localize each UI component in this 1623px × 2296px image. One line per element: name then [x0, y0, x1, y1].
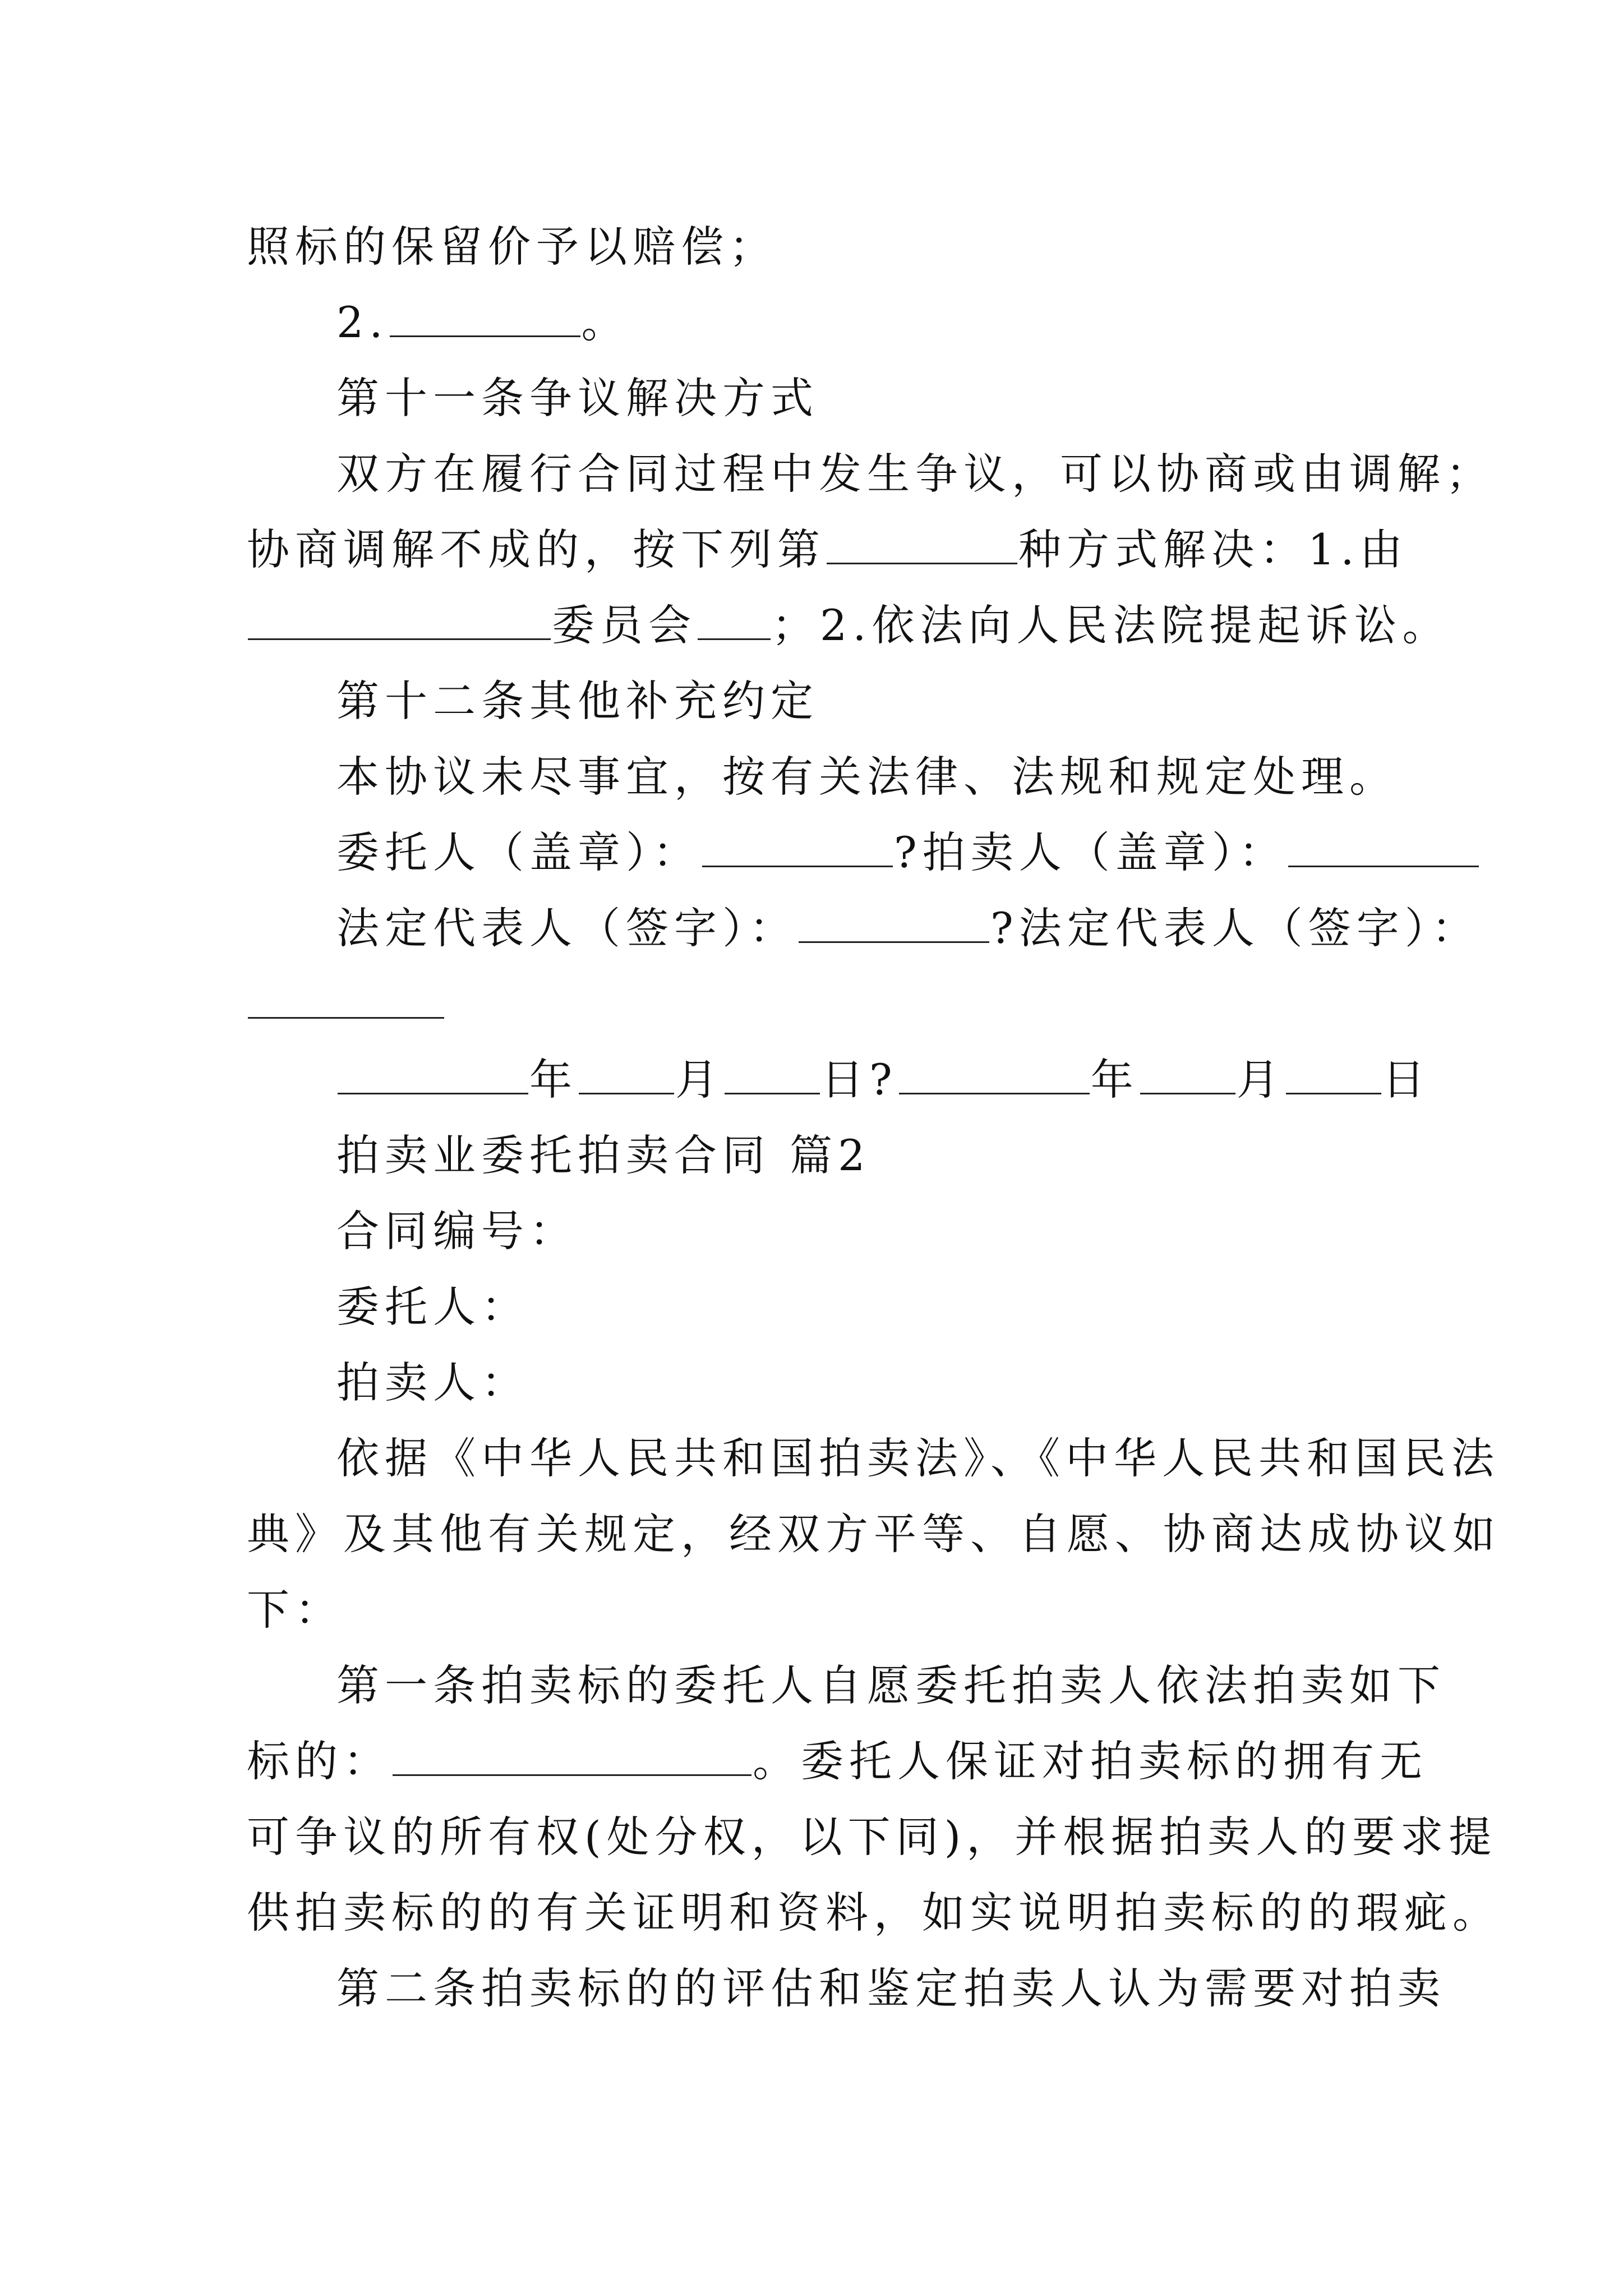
paragraph-line	[247, 597, 1451, 654]
line-text: 供拍卖标的的有关证明和资料，如实说明拍卖标的的瑕疵。	[247, 1888, 1501, 1938]
line-text: 拍卖业委托拍卖合同 篇2	[336, 1130, 871, 1180]
line-text: 拍卖人：	[336, 1358, 529, 1407]
line-text: 依据《中华人民共和国拍卖法》、《中华人民共和国民法	[336, 1433, 1500, 1483]
line-text: 2.	[336, 297, 389, 347]
line-text: 法定代表人（签字）：	[336, 903, 797, 953]
signature-line	[336, 900, 1480, 956]
paragraph-line	[247, 1809, 1497, 1865]
line-text: 标的：	[247, 1736, 391, 1786]
line-text: 照标的保留价予以赔偿；	[247, 222, 777, 272]
line-text: ；2.依法向人民法院提起诉讼。	[772, 600, 1451, 650]
line-text: 日?	[821, 1055, 898, 1105]
line-text: 双方在履行合同过程中发生争议，可以协商或由调解；	[336, 449, 1494, 499]
line-text: 年	[1090, 1055, 1139, 1105]
fill-blank	[338, 1055, 528, 1094]
line-text: 协商调解不成的，按下列第	[247, 524, 826, 574]
fill-blank	[899, 1055, 1090, 1094]
line-text: 第一条拍卖标的委托人自愿委托拍卖人依法拍卖如下	[336, 1660, 1446, 1710]
paragraph-line	[336, 1658, 1446, 1714]
signature-line	[336, 825, 1391, 881]
paragraph-line	[336, 1430, 1500, 1487]
paragraph-line	[336, 1279, 1391, 1335]
line-text: 合同编号：	[336, 1206, 578, 1256]
line-text: 委托人：	[336, 1282, 529, 1332]
line-text: 委托人（盖章）：	[336, 827, 701, 877]
line-text: 。委托人保证对拍卖标的拥有无	[753, 1736, 1428, 1786]
fill-blank	[799, 903, 989, 943]
paragraph-line	[336, 1355, 1391, 1411]
line-text: 本协议未尽事宜，按有关法律、法规和规定处理。	[336, 752, 1398, 802]
line-text: 月	[1236, 1055, 1285, 1105]
line-text: 月	[675, 1055, 723, 1105]
line-text: 日	[1382, 1055, 1431, 1105]
line-text: ?拍卖人（盖章）：	[894, 827, 1287, 877]
line-text: 可争议的所有权(处分权，以下同)，并根据拍卖人的要求提	[247, 1812, 1497, 1862]
line-text: 种方式解决：1.由	[1018, 524, 1408, 574]
section-heading	[336, 370, 1391, 426]
line-text: 第十一条争议解决方式	[336, 373, 819, 423]
paragraph-line	[247, 522, 1408, 578]
line-text: 下：	[247, 1585, 343, 1635]
fill-blank	[248, 600, 551, 640]
paragraph-line	[247, 1885, 1501, 1941]
paragraph-line	[247, 1506, 1501, 1562]
paragraph-line	[247, 1582, 1391, 1638]
paragraph-line	[247, 219, 1391, 275]
fill-blank	[725, 1055, 820, 1094]
line-text: 典》及其他有关规定，经双方平等、自愿、协商达成协议如	[247, 1509, 1501, 1559]
fill-blank	[1140, 1055, 1235, 1094]
fill-blank	[698, 600, 771, 640]
paragraph-line	[336, 446, 1494, 502]
fill-blank	[390, 297, 580, 337]
paragraph-line	[336, 295, 1391, 351]
paragraph-line	[336, 749, 1398, 805]
line-text: ?法定代表人（签字）：	[990, 903, 1480, 953]
paragraph-line	[336, 1961, 1446, 2017]
fill-blank	[579, 1055, 674, 1094]
fill-blank	[1286, 1055, 1381, 1094]
contract-title	[336, 1128, 1391, 1184]
fill-blank	[393, 1736, 751, 1776]
signature-line-continued	[247, 976, 1391, 1032]
fill-blank	[702, 827, 893, 867]
line-text: 委员会	[552, 600, 697, 650]
fill-blank	[248, 979, 444, 1019]
fill-blank	[1288, 827, 1479, 867]
fill-blank	[827, 524, 1017, 564]
section-heading	[336, 673, 1391, 729]
paragraph-line	[247, 1733, 1428, 1789]
line-text: 第十二条其他补充约定	[336, 676, 819, 726]
line-text: 。	[581, 297, 630, 347]
line-text: 第二条拍卖标的的评估和鉴定拍卖人认为需要对拍卖	[336, 1963, 1446, 2013]
line-text: 年	[529, 1055, 578, 1105]
paragraph-line	[336, 1203, 1391, 1259]
date-line	[336, 1052, 1431, 1108]
